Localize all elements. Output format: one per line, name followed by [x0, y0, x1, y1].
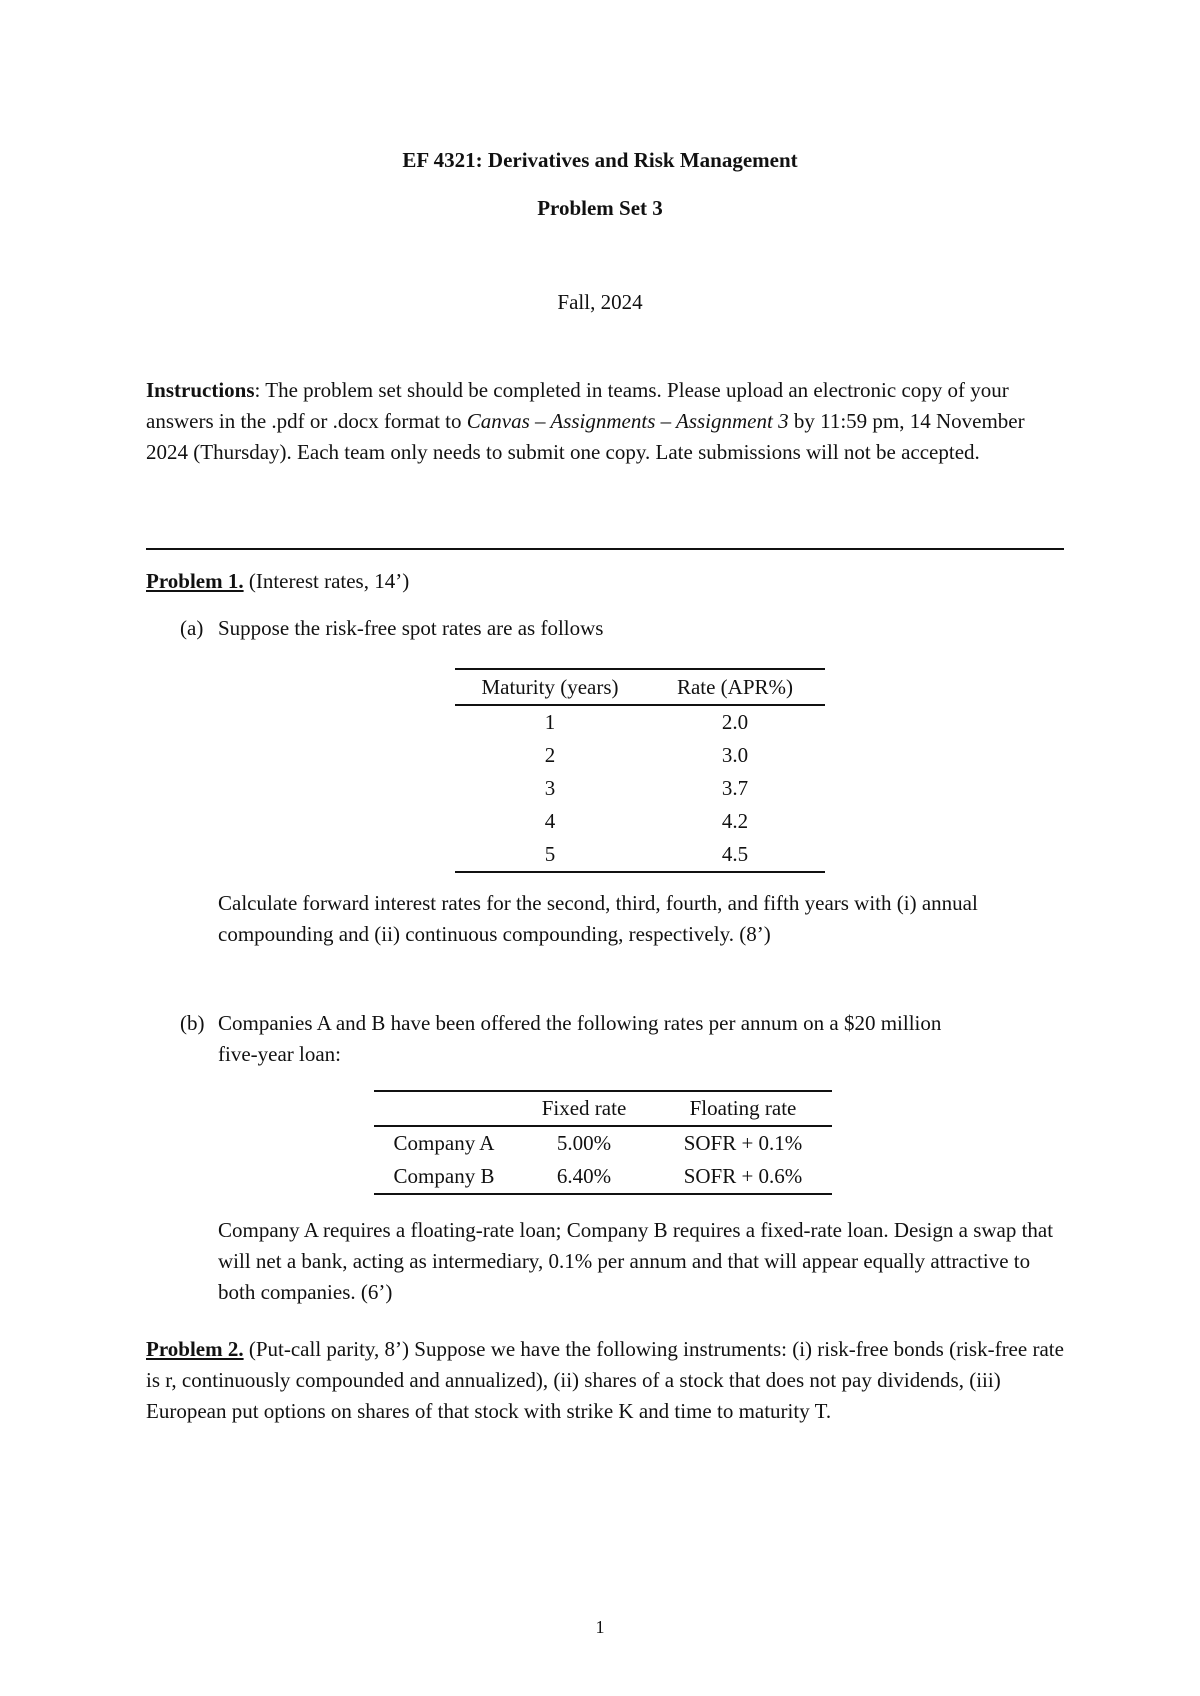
part-b-question: Company A requires a floating-rate loan; Company B requires a fixed-rate loan. Design a swap that will net a bank, acting as intermediary, 0.1% per annum and that will appear equally attractive to both companies. (6’) — [218, 1218, 1054, 1304]
header-fixed-rate: Fixed rate — [514, 1091, 654, 1126]
rate-cell: 4.5 — [721, 842, 749, 866]
loan-rates-table — [374, 1090, 832, 1195]
problem-2-text: (Put-call parity, 8’) Suppose we have the following instruments: (i) risk-free bonds (risk-free rate is r, continuously compounded and annualized), (ii) shares of a stock that does not pay dividends, (iii) European put options on shares of that stock with strike K and time to maturity T. — [146, 1337, 1064, 1423]
problem-1-heading — [146, 566, 1066, 597]
rate-cell: 4.2 — [721, 809, 749, 833]
table-row — [455, 838, 825, 872]
part-b-intro-line-1: Companies A and B have been offered the following rates per annum on a $20 million — [218, 1011, 942, 1035]
header-company — [374, 1091, 514, 1126]
maturity-cell: 1 — [544, 710, 556, 734]
rate-cell: 2.0 — [721, 710, 749, 734]
term-label: Fall, 2024 — [557, 290, 643, 314]
problem-2-label: Problem 2. — [146, 1337, 244, 1361]
part-b-intro-line-2: five-year loan: — [218, 1042, 342, 1066]
table-header-row — [374, 1091, 832, 1126]
section-divider — [146, 548, 1064, 550]
part-b-intro — [180, 1008, 1060, 1070]
instructions-text-2: by 11:59 pm, 14 November 2024 (Thursday). Each team only needs to submit one copy. Late submissions will not be accepted. — [146, 409, 1025, 464]
part-b-tag: (b) — [180, 1011, 205, 1035]
spot-rates-table — [455, 668, 825, 873]
floating-rate-cell: SOFR + 0.6% — [683, 1164, 803, 1188]
table-row — [455, 805, 825, 838]
fixed-rate-cell: 6.40% — [556, 1164, 612, 1188]
maturity-cell: 2 — [544, 743, 556, 767]
table-row — [374, 1126, 832, 1160]
course-title: EF 4321: Derivatives and Risk Management — [402, 148, 798, 172]
instructions-text-1: : The problem set should be completed in teams. Please upload an electronic copy of your answers in the .pdf or .docx format to — [146, 378, 1009, 433]
table-row — [455, 772, 825, 805]
document-title: Problem Set 3 — [537, 196, 663, 220]
page-number: 1 — [595, 1617, 605, 1637]
problem-1-label: Problem 1. — [146, 569, 244, 593]
maturity-cell: 4 — [544, 809, 556, 833]
header-maturity: Maturity (years) — [455, 669, 645, 705]
fixed-rate-cell: 5.00% — [556, 1131, 612, 1155]
maturity-cell: 3 — [544, 776, 556, 800]
floating-rate-cell: SOFR + 0.1% — [683, 1131, 803, 1155]
part-a-question: Calculate forward interest rates for the second, third, fourth, and fifth years with (i) annual compounding and (ii) continuous compounding, respectively. (8’) — [218, 891, 978, 946]
table-header-row — [455, 669, 825, 705]
header-floating-rate: Floating rate — [654, 1091, 832, 1126]
table-row — [455, 705, 825, 739]
company-cell: Company A — [393, 1131, 495, 1155]
header-rate: Rate (APR%) — [645, 669, 825, 705]
rate-cell: 3.7 — [721, 776, 749, 800]
instructions-paragraph — [146, 375, 1066, 468]
problem-2-paragraph — [146, 1334, 1066, 1427]
part-a-intro-text: Suppose the risk-free spot rates are as follows — [218, 616, 604, 640]
maturity-cell: 5 — [544, 842, 556, 866]
canvas-path: Canvas – Assignments – Assignment 3 — [466, 409, 789, 433]
part-a-intro — [180, 613, 1070, 644]
table-row — [455, 739, 825, 772]
rate-cell: 3.0 — [721, 743, 749, 767]
instructions-label: Instructions — [146, 378, 255, 402]
part-a-tag: (a) — [180, 616, 204, 640]
problem-1-topic: (Interest rates, 14’) — [243, 569, 410, 593]
table-row — [374, 1160, 832, 1194]
company-cell: Company B — [393, 1164, 495, 1188]
